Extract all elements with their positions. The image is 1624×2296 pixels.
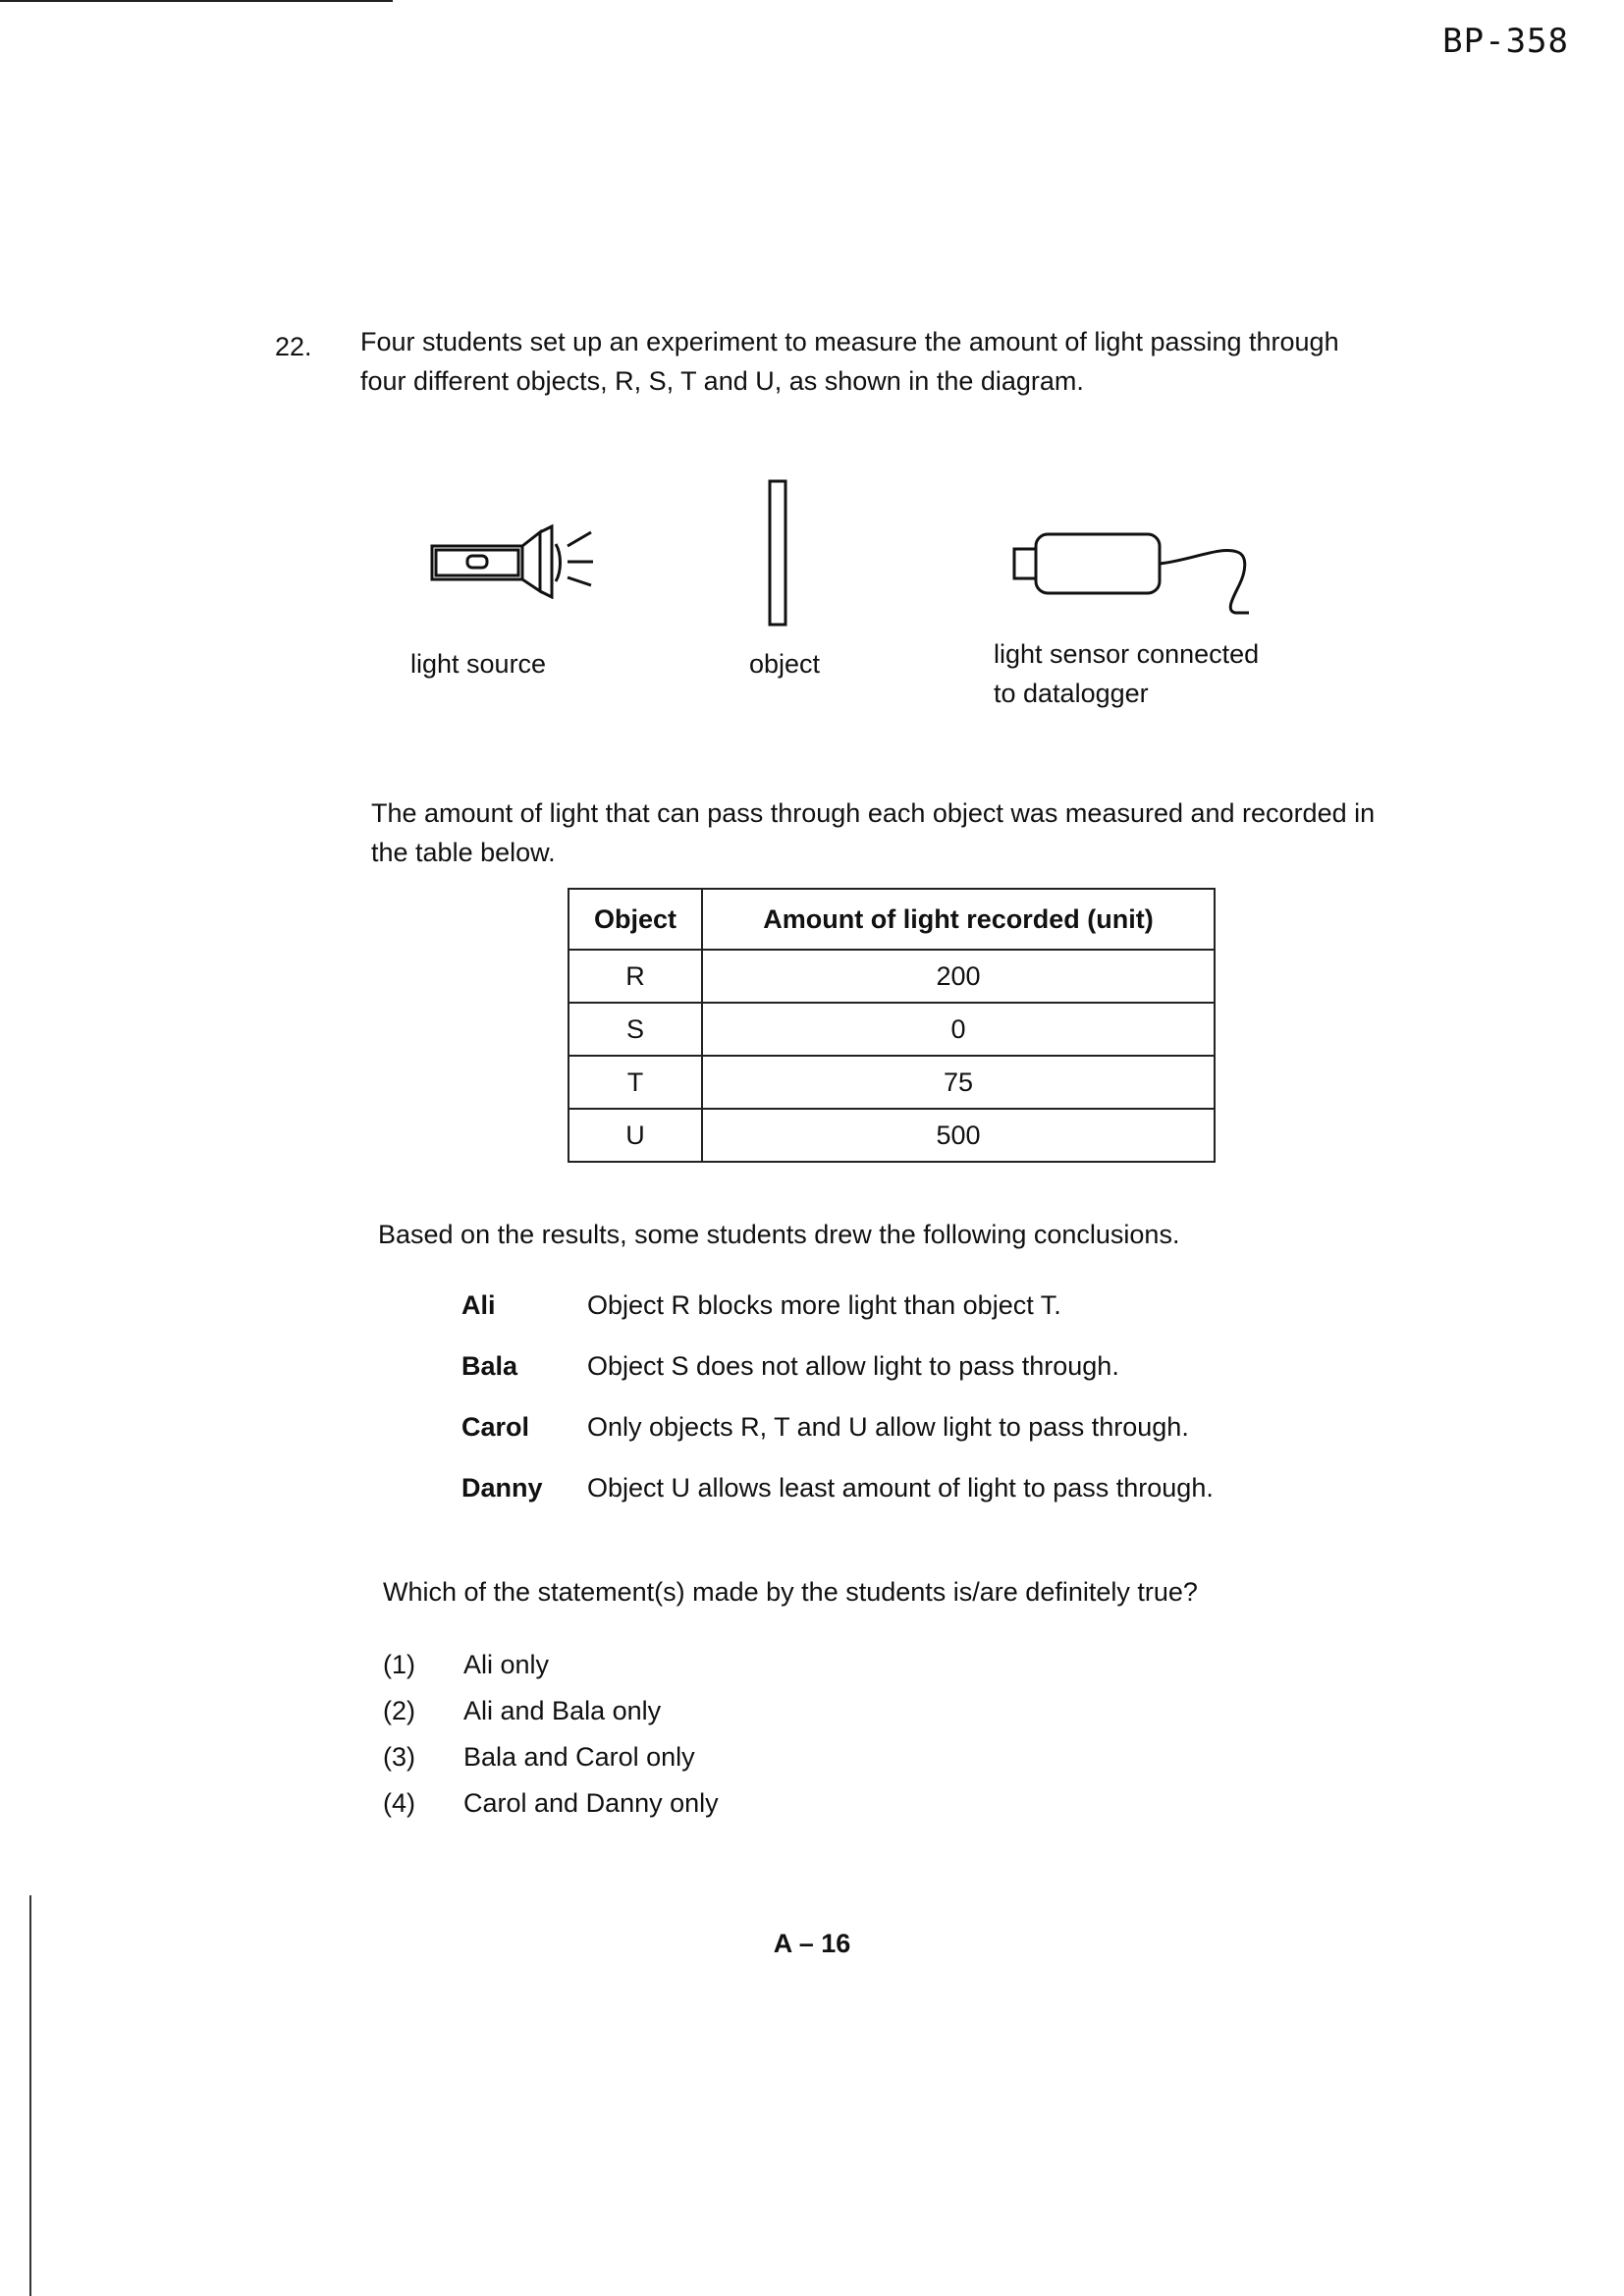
- student-statement: Object R blocks more light than object T.: [587, 1289, 1061, 1320]
- header-object: Object: [568, 889, 702, 950]
- question-stem-line-2: four different objects, R, S, T and U, as shown in the diagram.: [360, 366, 1084, 396]
- option-number: (4): [383, 1788, 415, 1818]
- results-table: [568, 888, 1216, 1163]
- object-slab: [764, 477, 793, 629]
- cell-amount: 200: [702, 950, 1215, 1003]
- light-sensor-icon: [1001, 526, 1286, 625]
- conclusions-intro: Based on the results, some students drew the following conclusions.: [378, 1220, 1180, 1249]
- student-name: Ali: [461, 1289, 496, 1320]
- table-intro-line-2: the table below.: [371, 838, 556, 867]
- table-header-row: [568, 889, 1215, 950]
- option-text: Ali only: [463, 1650, 550, 1679]
- option-text: Bala and Carol only: [463, 1742, 695, 1772]
- student-statement: Object S does not allow light to pass through.: [587, 1350, 1119, 1381]
- conclusion-row: [461, 1275, 1214, 1336]
- cell-object: T: [568, 1056, 702, 1109]
- table-row: [568, 1109, 1215, 1162]
- question-stem-line-1: Four students set up an experiment to measure the amount of light passing through: [360, 327, 1339, 356]
- answer-option-1[interactable]: [383, 1642, 719, 1688]
- table-row: [568, 950, 1215, 1003]
- sensor-label: [994, 634, 1259, 713]
- table-intro-line-1: The amount of light that can pass through each object was measured and recorded in: [371, 798, 1376, 828]
- student-statement: Object U allows least amount of light to pass through.: [587, 1472, 1214, 1503]
- cell-object: S: [568, 1003, 702, 1056]
- cell-amount: 500: [702, 1109, 1215, 1162]
- option-number: (2): [383, 1696, 415, 1725]
- page-number: A – 16: [773, 1929, 851, 1958]
- conclusion-row: [461, 1336, 1214, 1396]
- student-statement: Only objects R, T and U allow light to pass through.: [587, 1411, 1189, 1442]
- student-name: Danny: [461, 1472, 543, 1503]
- sensor-label-line-1: light sensor connected: [994, 639, 1260, 669]
- flashlight-icon: [412, 471, 609, 599]
- conclusions-list: [461, 1275, 1214, 1518]
- cell-object: U: [568, 1109, 702, 1162]
- sensor-label-line-2: to datalogger: [994, 679, 1149, 708]
- option-number: (3): [383, 1742, 415, 1772]
- student-name: Bala: [461, 1350, 518, 1381]
- table-intro: [371, 793, 1451, 872]
- header-amount: Amount of light recorded (unit): [702, 889, 1215, 950]
- option-text: Carol and Danny only: [463, 1788, 719, 1818]
- question-stem: [360, 322, 1460, 401]
- answer-option-4[interactable]: [383, 1780, 719, 1827]
- light-source-label: light source: [410, 649, 547, 679]
- answer-options: [383, 1642, 719, 1827]
- conclusion-row: [461, 1457, 1214, 1518]
- cell-amount: 0: [702, 1003, 1215, 1056]
- student-name: Carol: [461, 1411, 530, 1442]
- option-number: (1): [383, 1650, 415, 1679]
- object-label: object: [749, 649, 821, 679]
- answer-option-3[interactable]: [383, 1734, 719, 1780]
- scan-top-edge-line: [0, 0, 393, 2]
- paper-code: BP-358: [1442, 22, 1569, 61]
- question-number: 22.: [275, 332, 312, 361]
- cell-object: R: [568, 950, 702, 1003]
- cell-amount: 75: [702, 1056, 1215, 1109]
- question-prompt: Which of the statement(s) made by the students is/are definitely true?: [383, 1577, 1198, 1607]
- answer-option-2[interactable]: [383, 1688, 719, 1734]
- table-row: [568, 1003, 1215, 1056]
- table-row: [568, 1056, 1215, 1109]
- conclusion-row: [461, 1396, 1214, 1457]
- option-text: Ali and Bala only: [463, 1696, 662, 1725]
